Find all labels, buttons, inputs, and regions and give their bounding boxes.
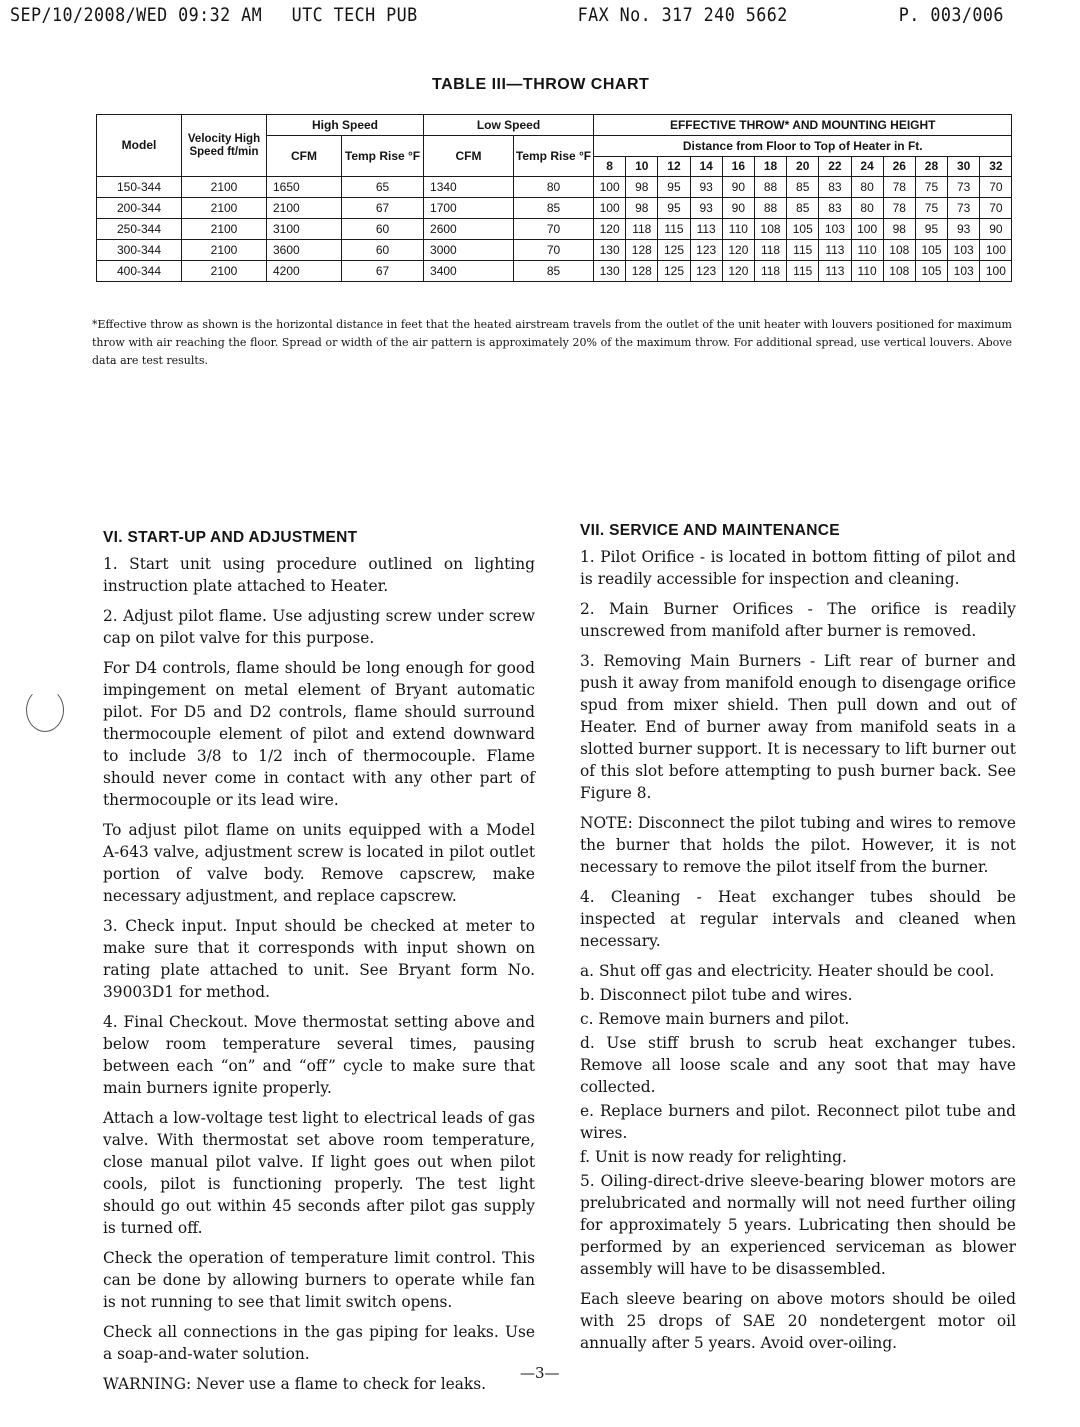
cell-throw: 73 <box>948 198 980 219</box>
cell-throw: 75 <box>915 177 947 198</box>
cell-hs-temp: 65 <box>342 177 424 198</box>
cell-ls-temp: 70 <box>514 240 594 261</box>
paragraph: Attach a low-voltage test light to electrical leads of gas valve. With thermostat set above room temperature, close manual pilot valve. If light goes out when pilot cools, pilot is functioning properly. The test light should go out within 45 seconds after pilot gas supply is turned off. <box>103 1109 535 1237</box>
cell-hs-cfm: 4200 <box>267 261 342 282</box>
cell-throw: 103 <box>948 240 980 261</box>
paragraph: 4. Cleaning - Heat exchanger tubes should be inspected at regular intervals and cleaned when necessary. <box>580 888 1016 950</box>
cell-throw: 115 <box>658 219 690 240</box>
header-low-speed: Low Speed <box>424 115 594 136</box>
cell-throw: 113 <box>819 240 851 261</box>
cell-hs-cfm: 2100 <box>267 198 342 219</box>
cell-throw: 108 <box>883 240 915 261</box>
section-start-up <box>103 527 535 1403</box>
header-height-cell: 18 <box>754 157 786 177</box>
cell-throw: 123 <box>690 240 722 261</box>
table-row <box>97 198 1012 219</box>
fax-date-time: SEP/10/2008/WED 09:32 AM <box>10 4 263 26</box>
table-title: TABLE III—THROW CHART <box>432 76 650 93</box>
header-high-speed: High Speed <box>267 115 424 136</box>
header-height-cell: 26 <box>883 157 915 177</box>
cell-velocity: 2100 <box>182 261 267 282</box>
cell-throw: 80 <box>851 198 883 219</box>
cell-throw: 100 <box>980 261 1012 282</box>
cell-throw: 100 <box>851 219 883 240</box>
paragraph: d. Use stiff brush to scrub heat exchanger tubes. Remove all loose scale and any soot that may have collected. <box>580 1034 1016 1096</box>
header-height-cell: 16 <box>722 157 754 177</box>
section-title: VI. START-UP AND ADJUSTMENT <box>103 529 358 546</box>
fax-header <box>10 4 1004 30</box>
cell-throw: 120 <box>722 240 754 261</box>
cell-ls-temp: 80 <box>514 177 594 198</box>
cell-hs-cfm: 3100 <box>267 219 342 240</box>
cell-throw: 85 <box>787 198 819 219</box>
paragraph: c. Remove main burners and pilot. <box>580 1010 850 1028</box>
header-model: Model <box>97 115 182 177</box>
cell-ls-cfm: 3400 <box>424 261 514 282</box>
table-row <box>97 219 1012 240</box>
cell-throw: 98 <box>883 219 915 240</box>
cell-throw: 108 <box>754 219 786 240</box>
cell-throw: 93 <box>690 198 722 219</box>
paragraph: 3. Removing Main Burners - Lift rear of burner and push it away from manifold enough to disengage orifice spud from mixer shield. Then pull down and out of Heater. End of burner away from manifold seats in a slotted burner support. It is necessary to lift burner out of this slot before attempting to push burner back. See Figure 8. <box>580 652 1016 802</box>
cell-throw: 90 <box>722 177 754 198</box>
cell-ls-temp: 85 <box>514 261 594 282</box>
cell-ls-temp: 85 <box>514 198 594 219</box>
cell-throw: 100 <box>594 177 626 198</box>
cell-model: 150-344 <box>97 177 182 198</box>
cell-throw: 93 <box>690 177 722 198</box>
cell-throw: 93 <box>948 219 980 240</box>
paragraph: f. Unit is now ready for relighting. <box>580 1148 847 1166</box>
header-ls-temp: Temp Rise °F <box>514 136 594 177</box>
cell-throw: 105 <box>915 240 947 261</box>
header-height-cell: 20 <box>787 157 819 177</box>
cell-throw: 80 <box>851 177 883 198</box>
paragraph: Check all connections in the gas piping for leaks. Use a soap-and-water solution. <box>103 1323 535 1363</box>
cell-model: 300-344 <box>97 240 182 261</box>
header-ls-cfm: CFM <box>424 136 514 177</box>
cell-ls-cfm: 1700 <box>424 198 514 219</box>
cell-velocity: 2100 <box>182 198 267 219</box>
cell-throw: 98 <box>626 198 658 219</box>
cell-throw: 88 <box>754 198 786 219</box>
header-effective-throw: EFFECTIVE THROW* AND MOUNTING HEIGHT <box>594 115 1012 136</box>
cell-model: 200-344 <box>97 198 182 219</box>
cell-throw: 128 <box>626 261 658 282</box>
cell-throw: 95 <box>658 177 690 198</box>
cell-throw: 85 <box>787 177 819 198</box>
cell-throw: 118 <box>754 240 786 261</box>
cell-throw: 118 <box>754 261 786 282</box>
cell-throw: 88 <box>754 177 786 198</box>
section-service <box>580 520 1016 1362</box>
cell-ls-cfm: 3000 <box>424 240 514 261</box>
paragraph: Each sleeve bearing on above motors should be oiled with 25 drops of SAE 20 nondetergent motor oil annually after 5 years. Avoid over-oiling. <box>580 1290 1016 1352</box>
cell-throw: 83 <box>819 177 851 198</box>
fax-number: FAX No. 317 240 5662 <box>577 4 788 26</box>
header-height-cell: 32 <box>980 157 1012 177</box>
paragraph: Check the operation of temperature limit control. This can be done by allowing burners to operate while fan is not running to see that limit switch opens. <box>103 1249 535 1311</box>
header-height-cell: 10 <box>626 157 658 177</box>
paragraph: 4. Final Checkout. Move thermostat setting above and below room temperature several times, pausing between each “on” and “off” cycle to make sure that main burners ignite properly. <box>103 1013 535 1097</box>
header-distance: Distance from Floor to Top of Heater in Ft. <box>594 136 1012 157</box>
cell-throw: 125 <box>658 240 690 261</box>
cell-hs-temp: 60 <box>342 219 424 240</box>
fax-page: P. 003/006 <box>898 4 1004 26</box>
paragraph: e. Replace burners and pilot. Reconnect pilot tube and wires. <box>580 1102 1016 1142</box>
cell-model: 250-344 <box>97 219 182 240</box>
cell-throw: 128 <box>626 240 658 261</box>
paragraph: b. Disconnect pilot tube and wires. <box>580 986 853 1004</box>
cell-throw: 105 <box>915 261 947 282</box>
cell-velocity: 2100 <box>182 177 267 198</box>
cell-throw: 123 <box>690 261 722 282</box>
paragraph: 5. Oiling-direct-drive sleeve-bearing blower motors are prelubricated and normally will not need further oiling for approximately 5 years. Lubricating then should be performed by an experienced serviceman as blower assembly will have to be disassembled. <box>580 1172 1016 1278</box>
header-height-cell: 28 <box>915 157 947 177</box>
cell-throw: 103 <box>948 261 980 282</box>
paragraph: a. Shut off gas and electricity. Heater should be cool. <box>580 962 995 980</box>
cell-hs-temp: 67 <box>342 261 424 282</box>
header-height-cell: 24 <box>851 157 883 177</box>
cell-throw: 100 <box>594 198 626 219</box>
punch-hole <box>26 688 64 732</box>
cell-throw: 78 <box>883 177 915 198</box>
header-height-cell: 30 <box>948 157 980 177</box>
cell-ls-cfm: 2600 <box>424 219 514 240</box>
cell-velocity: 2100 <box>182 219 267 240</box>
cell-throw: 118 <box>626 219 658 240</box>
throw-chart-table <box>96 114 1012 282</box>
paragraph: To adjust pilot flame on units equipped with a Model A-643 valve, adjustment screw is located in pilot outlet portion of valve body. Remove capscrew, make necessary adjustment, and replace capscrew. <box>103 821 535 905</box>
header-height-cell: 12 <box>658 157 690 177</box>
cell-throw: 73 <box>948 177 980 198</box>
page-number: —3— <box>520 1364 560 1382</box>
cell-hs-cfm: 1650 <box>267 177 342 198</box>
cell-model: 400-344 <box>97 261 182 282</box>
paragraph: NOTE: Disconnect the pilot tubing and wires to remove the burner that holds the pilot. However, it is not necessary to remove the pilot itself from the burner. <box>580 814 1016 876</box>
cell-velocity: 2100 <box>182 240 267 261</box>
cell-throw: 105 <box>787 219 819 240</box>
paragraph: 2. Adjust pilot flame. Use adjusting screw under screw cap on pilot valve for this purpose. <box>103 607 535 647</box>
cell-throw: 98 <box>626 177 658 198</box>
paragraph: 1. Start unit using procedure outlined on lighting instruction plate attached to Heater. <box>103 555 535 595</box>
cell-throw: 108 <box>883 261 915 282</box>
cell-throw: 90 <box>980 219 1012 240</box>
cell-throw: 130 <box>594 261 626 282</box>
cell-hs-cfm: 3600 <box>267 240 342 261</box>
cell-throw: 110 <box>851 261 883 282</box>
cell-throw: 115 <box>787 261 819 282</box>
cell-throw: 75 <box>915 198 947 219</box>
cell-throw: 110 <box>851 240 883 261</box>
cell-throw: 95 <box>658 198 690 219</box>
header-velocity: Velocity High Speed ft/min <box>182 115 267 177</box>
cell-throw: 113 <box>819 261 851 282</box>
header-hs-cfm: CFM <box>267 136 342 177</box>
header-hs-temp: Temp Rise °F <box>342 136 424 177</box>
cell-throw: 95 <box>915 219 947 240</box>
cell-throw: 70 <box>980 177 1012 198</box>
cell-throw: 130 <box>594 240 626 261</box>
paragraph: WARNING: Never use a flame to check for leaks. <box>103 1375 487 1393</box>
cell-throw: 115 <box>787 240 819 261</box>
header-height-cell: 14 <box>690 157 722 177</box>
paragraph: 2. Main Burner Orifices - The orifice is readily unscrewed from manifold after burner is removed. <box>580 600 1016 640</box>
cell-throw: 83 <box>819 198 851 219</box>
table-footnote: *Effective throw as shown is the horizontal distance in feet that the heated airstream travels from the outlet of the unit heater with louvers positioned for maximum throw with air reaching the floor. Spread or width of the air pattern is approximately 20% of the maximum throw. For additional spread, use vertical louvers. Above data are test results. <box>92 318 1012 367</box>
cell-throw: 113 <box>690 219 722 240</box>
paragraph: For D4 controls, flame should be long enough for good impingement on metal element of Bryant automatic pilot. For D5 and D2 controls, flame should surround thermocouple element of pilot and extend downward to include 3/8 to 1/2 inch of thermocouple. Flame should never come in contact with any other part of thermocouple or its lead wire. <box>103 659 535 809</box>
cell-throw: 120 <box>594 219 626 240</box>
table-row <box>97 261 1012 282</box>
header-height-cell: 22 <box>819 157 851 177</box>
cell-throw: 125 <box>658 261 690 282</box>
paragraph: 1. Pilot Orifice - is located in bottom fitting of pilot and is readily accessible for inspection and cleaning. <box>580 548 1016 588</box>
paragraph: 3. Check input. Input should be checked at meter to make sure that it corresponds with input shown on rating plate attached to unit. See Bryant form No. 39003D1 for method. <box>103 917 535 1001</box>
cell-throw: 90 <box>722 198 754 219</box>
cell-throw: 70 <box>980 198 1012 219</box>
table-row <box>97 177 1012 198</box>
cell-throw: 103 <box>819 219 851 240</box>
cell-throw: 120 <box>722 261 754 282</box>
table-row <box>97 240 1012 261</box>
cell-throw: 78 <box>883 198 915 219</box>
cell-hs-temp: 67 <box>342 198 424 219</box>
cell-ls-temp: 70 <box>514 219 594 240</box>
section-title: VII. SERVICE AND MAINTENANCE <box>580 522 840 539</box>
cell-throw: 100 <box>980 240 1012 261</box>
cell-ls-cfm: 1340 <box>424 177 514 198</box>
fax-sender: UTC TECH PUB <box>291 4 418 26</box>
header-height-cell: 8 <box>594 157 626 177</box>
cell-throw: 110 <box>722 219 754 240</box>
cell-hs-temp: 60 <box>342 240 424 261</box>
